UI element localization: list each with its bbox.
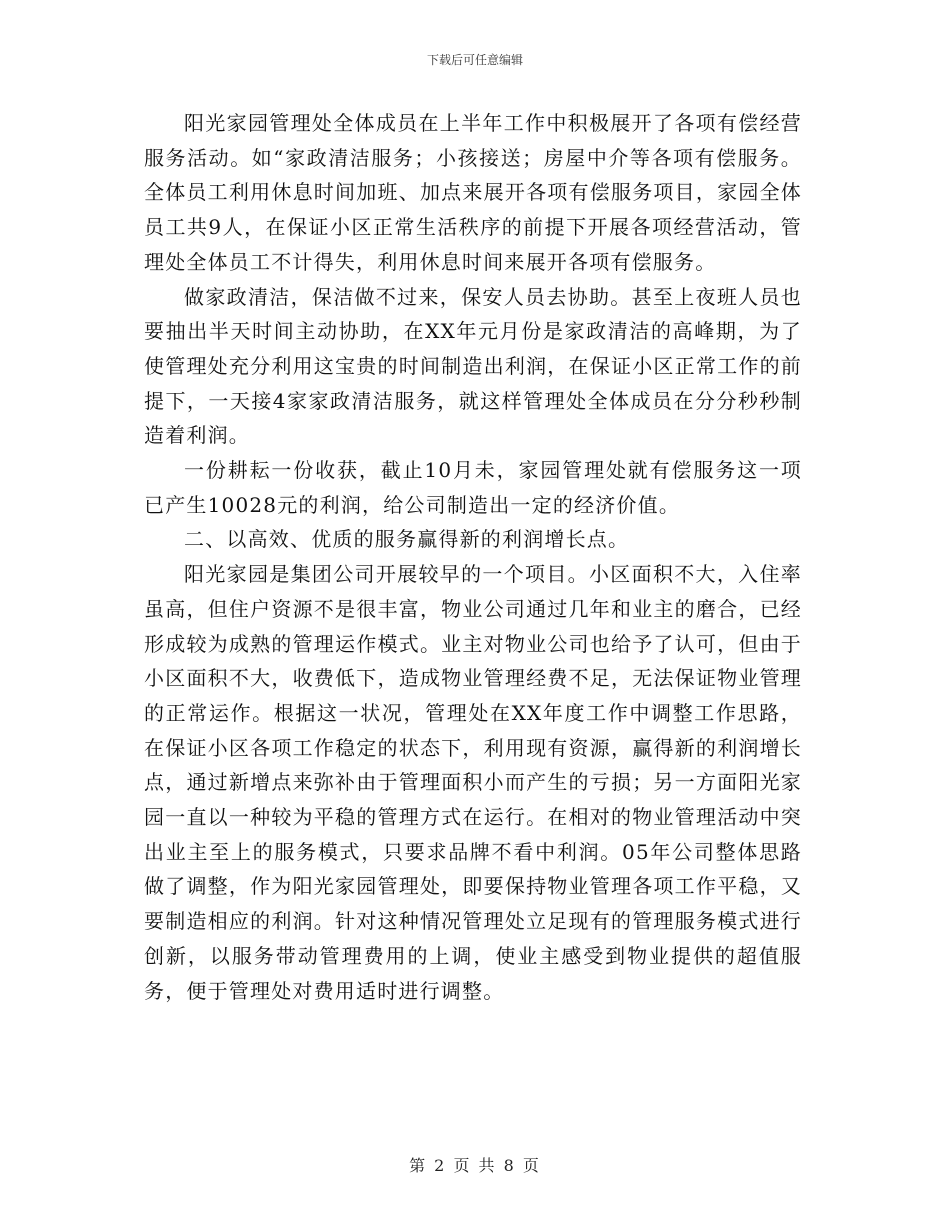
paragraph-2: 做家政清洁，保洁做不过来，保安人员去协助。甚至上夜班人员也要抽出半天时间主动协助，在XX年元月份是家政清洁的高峰期，为了使管理处充分利用这宝贵的时间制造出利润，在保证小区正常工作的前提下，一天接4家家政清洁服务，就这样管理处全体成员在分分秒秒制造着利润。 — [144, 284, 802, 448]
section-heading: 二、以高效、优质的服务赢得新的利润增长点。 — [184, 527, 630, 552]
page-footer: 第 2 页 共 8 页 — [409, 1156, 541, 1175]
document-body — [144, 106, 802, 1008]
paragraph-4: 阳光家园是集团公司开展较早的一个项目。小区面积不大，入住率虽高，但住户资源不是很丰富，物业公司通过几年和业主的磨合，已经形成较为成熟的管理运作模式。业主对物业公司也给予了认可，但由于小区面积不大，收费低下，造成物业管理经费不足，无法保证物业管理的正常运作。根据这一状况，管理处在XX年度工作中调整工作思路，在保证小区各项工作稳定的状态下，利用现有资源，赢得新的利润增长点，通过新增点来弥补由于管理面积小而产生的亏损；另一方面阳光家园一直以一种较为平稳的管理方式在运行。在相对的物业管理活动中突出业主至上的服务模式，只要求品牌不看中利润。05年公司整体思路做了调整，作为阳光家园管理处，即要保持物业管理各项工作平稳，又要制造相应的利润。针对这种情况管理处立足现有的管理服务模式进行创新，以服务带动管理费用的上调，使业主感受到物业提供的超值服务，便于管理处对费用适时进行调整。 — [144, 562, 802, 1003]
page-header: 下载后可任意编辑 — [426, 53, 523, 67]
paragraph-1: 阳光家园管理处全体成员在上半年工作中积极展开了各项有偿经营服务活动。如“家政清洁服务；小孩接送；房屋中介等各项有偿服务。全体员工利用休息时间加班、加点来展开各项有偿服务项目，家园全体员工共9人，在保证小区正常生活秩序的前提下开展各项经营活动，管理处全体员工不计得失，利用休息时间来展开各项有偿服务。 — [144, 111, 802, 274]
paragraph-3: 一份耕耘一份收获，截止10月未，家园管理处就有偿服务这一项已产生10028元的利润，给公司制造出一定的经济价值。 — [144, 458, 802, 517]
